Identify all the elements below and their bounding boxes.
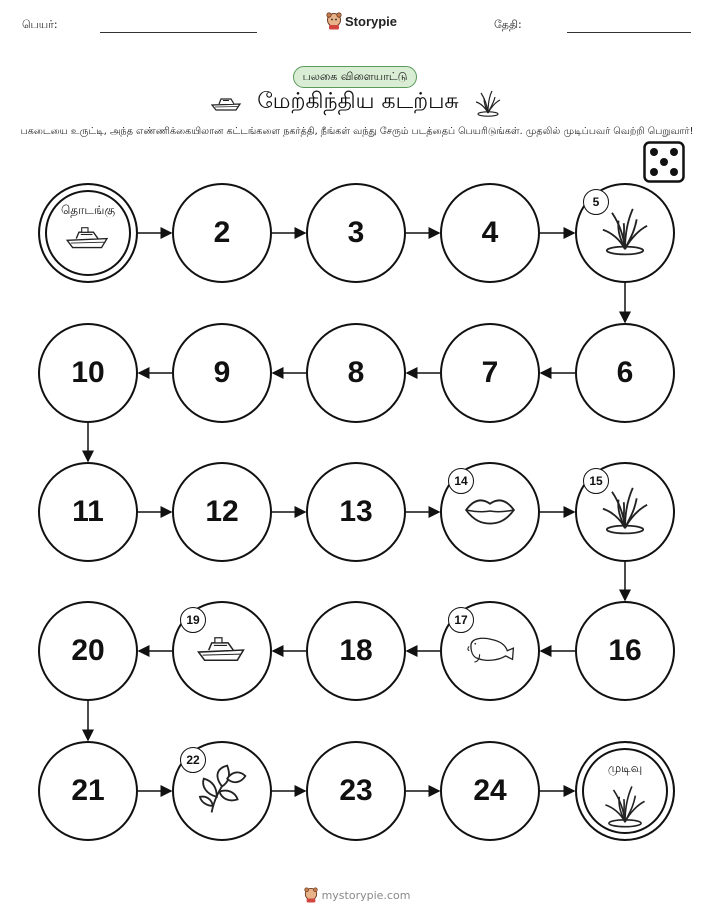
start-space [38, 183, 138, 283]
space-number: 9 [213, 356, 231, 389]
space-number: 21 [71, 774, 105, 807]
space-number: 24 [473, 774, 507, 807]
board-space-12 [172, 462, 272, 562]
mascot-icon [304, 887, 318, 903]
instructions: பகடையை உருட்டி, அந்த எண்ணிக்கையிலான கட்டங்களை நகர்த்தி, நீங்கள் வந்து சேரும் படத்தைப் பெயரிடுங்கள். முதலில் முடிப்பவர் வெற்றி பெறுவார்! [20, 126, 694, 137]
page-title: மேற்கிந்திய கடற்பசு [257, 89, 459, 114]
space-number-badge: 5 [583, 189, 609, 215]
space-number: 4 [481, 216, 499, 249]
game-type-badge: பலகை விளையாட்டு [293, 66, 417, 88]
board-space-11 [38, 462, 138, 562]
space-number: 6 [616, 356, 634, 389]
board-space-18 [306, 601, 406, 701]
space-number-badge: 19 [180, 607, 206, 633]
board-space-2 [172, 183, 272, 283]
name-label: பெயர்: [22, 18, 58, 31]
space-number: 8 [347, 356, 365, 389]
seagrass-icon [599, 484, 651, 540]
boat-icon [65, 225, 111, 254]
seagrass-icon [599, 205, 651, 261]
board-space-5 [575, 183, 675, 283]
space-number-badge: 15 [583, 468, 609, 494]
space-number: 3 [347, 216, 365, 249]
board-space-19 [172, 601, 272, 701]
board-space-20 [38, 601, 138, 701]
space-number: 23 [339, 774, 373, 807]
board-space-15 [575, 462, 675, 562]
board-space-14 [440, 462, 540, 562]
space-label: தொடங்கு [60, 203, 116, 217]
board-space-13 [306, 462, 406, 562]
board-space-8 [306, 323, 406, 423]
leaf-sprig-icon [196, 763, 248, 819]
space-number-badge: 22 [180, 747, 206, 773]
seagrass-icon [602, 783, 648, 833]
board-space-7 [440, 323, 540, 423]
finish-space [575, 741, 675, 841]
board-space-22 [172, 741, 272, 841]
brand-name: Storypie [345, 13, 398, 29]
space-number: 12 [205, 495, 239, 528]
board-space-10 [38, 323, 138, 423]
manatee-icon [464, 633, 516, 668]
space-number: 7 [481, 356, 499, 389]
space-number-badge: 17 [448, 607, 474, 633]
board-space-21 [38, 741, 138, 841]
board-space-4 [440, 183, 540, 283]
board-space-9 [172, 323, 272, 423]
footer-url: mystorypie.com [321, 888, 411, 902]
space-label: முடிவு [607, 761, 643, 775]
date-label: தேதி: [494, 18, 522, 31]
space-number: 11 [72, 495, 104, 528]
space-number: 13 [339, 495, 373, 528]
space-number: 20 [71, 634, 105, 667]
space-number: 18 [339, 634, 373, 667]
board-space-3 [306, 183, 406, 283]
board-space-23 [306, 741, 406, 841]
space-number-badge: 14 [448, 468, 474, 494]
lips-icon [464, 494, 516, 529]
space-number: 16 [608, 634, 642, 667]
board-space-16 [575, 601, 675, 701]
footer [0, 887, 714, 903]
board-space-6 [575, 323, 675, 423]
board-space-24 [440, 741, 540, 841]
space-number: 10 [71, 356, 105, 389]
boat-icon [196, 635, 248, 668]
space-number: 2 [213, 216, 231, 249]
board-space-17 [440, 601, 540, 701]
